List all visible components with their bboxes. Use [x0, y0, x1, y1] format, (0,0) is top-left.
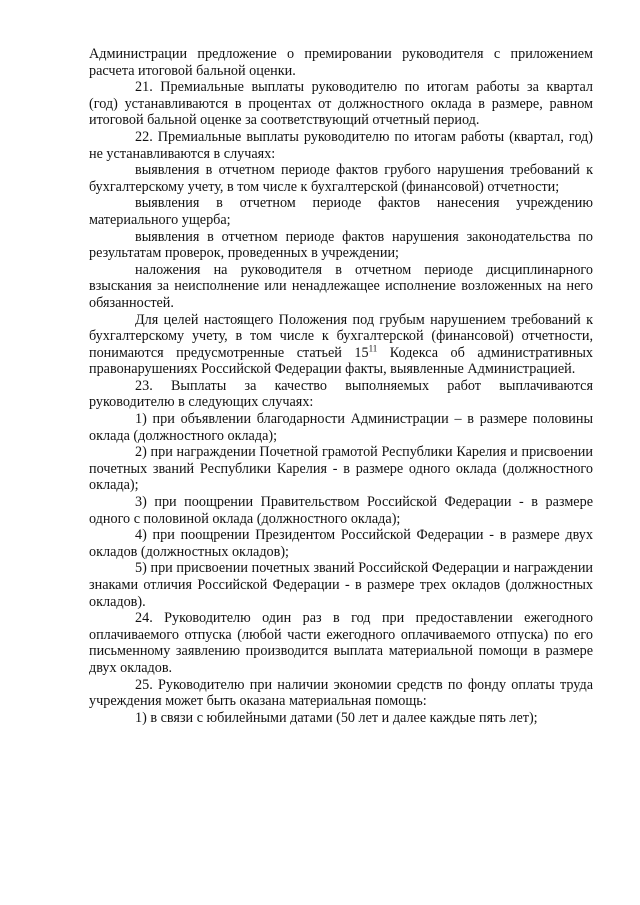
paragraph-22: 22. Премиальные выплаты руководителю по итогам работы (квартал, год) не устанавливаются в случаях:: [89, 128, 593, 162]
paragraph-23-item-4: 4) при поощрении Президентом Российской Федерации - в размере двух окладов (должностных окладов);: [89, 527, 593, 560]
article-superscript: 11: [368, 342, 378, 353]
paragraph-25: 25. Руководителю при наличии экономии средств по фонду оплаты труда учреждения может быть оказана материальная помощь:: [89, 676, 593, 710]
paragraph-21: 21. Премиальные выплаты руководителю по итогам работы за квартал (год) устанавливаются в процентах от должностного оклада в размере, равном итоговой бальной оценке за соответствующий отчетный период.: [89, 79, 593, 129]
paragraph-23-item-1: 1) при объявлении благодарности Администрации – в размере половины оклада (должностного оклада);: [89, 411, 593, 444]
paragraph-22-case-2: выявления в отчетном периоде фактов нанесения учреждению материального ущерба;: [89, 195, 593, 228]
paragraph-23: 23. Выплаты за качество выполняемых работ выплачиваются руководителю в следующих случаях:: [89, 377, 593, 411]
definition-text-end: Кодекса об административных правонарушениях Российской Федерации факты, выявленные Администрацией.: [89, 344, 593, 378]
paragraph-23-item-2: 2) при награждении Почетной грамотой Республики Карелия и присвоении почетных званий Республики Карелия - в размере одного оклада (должностного оклада);: [89, 444, 593, 494]
paragraph-22-case-3: выявления в отчетном периоде фактов нарушения законодательства по результатам проверок, проведенных в учреждении;: [89, 228, 593, 262]
paragraph-definition: [89, 312, 593, 378]
definition-text: Для целей настоящего Положения под грубым нарушением требований к бухгалтерскому учету, в том числе к бухгалтерской (финансовой) отчетности, понимаются предусмотренные статьей 15: [89, 311, 593, 361]
paragraph-25-item-1: 1) в связи с юбилейными датами (50 лет и далее каждые пять лет);: [135, 709, 538, 726]
paragraph-23-item-5: 5) при присвоении почетных званий Российской Федерации и награждении знаками отличия Российской Федерации - в размере трех окладов (должностных окладов).: [89, 560, 593, 610]
paragraph-continuation: Администрации предложение о премировании руководителя с приложением расчета итоговой бальной оценки.: [89, 46, 593, 79]
paragraph-24: 24. Руководителю один раз в год при предоставлении ежегодного оплачиваемого отпуска (любой части ежегодного оплачиваемого отпуска) по его письменному заявлению производится выплата материальной помощи в размере двух окладов.: [89, 610, 593, 676]
paragraph-22-case-1: выявления в отчетном периоде фактов грубого нарушения требований к бухгалтерскому учету, в том числе к бухгалтерской (финансовой) отчетности;: [89, 162, 593, 195]
document-body: [89, 46, 593, 726]
paragraph-22-case-4: наложения на руководителя в отчетном периоде дисциплинарного взыскания за неисполнение или ненадлежащее исполнение возложенных на него обязанностей.: [89, 261, 593, 311]
paragraph-23-item-3: 3) при поощрении Правительством Российской Федерации - в размере одного с половиной оклада (должностного оклада);: [89, 494, 593, 527]
